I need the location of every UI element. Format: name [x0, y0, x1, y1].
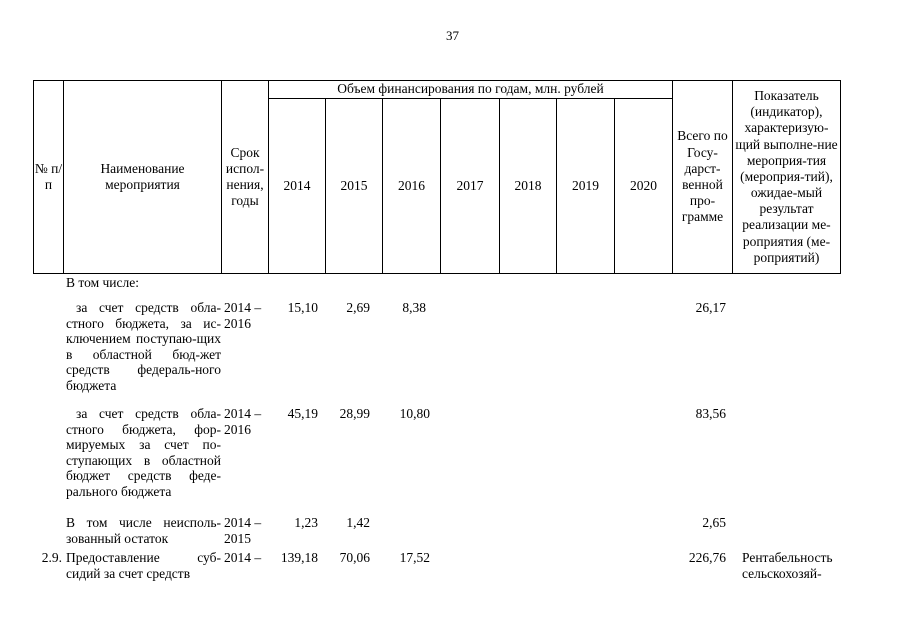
page-number: 37	[446, 28, 459, 43]
header-year: 2015	[326, 99, 383, 274]
header-year: 2016	[383, 99, 441, 274]
row-srok: 2014 – 2015	[224, 515, 262, 546]
header-year: 2018	[500, 99, 557, 274]
row-value-2014: 139,18	[280, 550, 318, 565]
header-total: Всего по Госу-дарст-венной про-грамме	[673, 81, 733, 274]
row-name: В том числе:	[66, 275, 139, 290]
row-value-2014: 1,23	[294, 515, 318, 530]
header-indicator: Показатель (индикатор), характеризую-щий выполне-ние мероприя-тия (мероприя-тий), ожидае-мый результат реализации ме-роприятия (ме-роприятий)	[733, 81, 841, 274]
row-name: В том числе неисполь-зованный остаток	[66, 515, 221, 546]
row-value-2014: 45,19	[287, 406, 318, 421]
row-total: 2,65	[702, 515, 726, 530]
row-value-2015: 28,99	[339, 406, 370, 421]
row-value-2015: 1,42	[346, 515, 370, 530]
row-total: 26,17	[695, 300, 726, 315]
header-year: 2014	[269, 99, 326, 274]
header-year: 2017	[441, 99, 500, 274]
row-name: за счет средств обла-стного бюджета, за ис-ключением поступаю-щих в областной бюд-жет средств федераль-ного бюджета	[66, 300, 221, 393]
header-name: Наименование мероприятия	[64, 81, 222, 274]
header-srok: Срок испол-нения, годы	[222, 81, 269, 274]
row-indicator: Рентабельность сельскохозяй-	[742, 550, 833, 581]
row-value-2016: 10,80	[399, 406, 430, 421]
row-value-2016: 17,52	[399, 550, 430, 565]
row-num: 2.9.	[41, 550, 62, 565]
header-num: № п/п	[34, 81, 64, 274]
row-value-2015: 2,69	[346, 300, 370, 315]
row-total: 83,56	[695, 406, 726, 421]
row-value-2014: 15,10	[287, 300, 318, 315]
header-year: 2020	[615, 99, 673, 274]
row-total: 226,76	[688, 550, 726, 565]
row-srok: 2014 – 2016	[224, 300, 262, 331]
row-srok: 2014 – 2016	[224, 406, 262, 437]
row-name: Предоставление суб-сидий за счет средств	[66, 550, 221, 581]
row-value-2015: 70,06	[339, 550, 370, 565]
header-year: 2019	[557, 99, 615, 274]
row-name: за счет средств обла-стного бюджета, фор-мируемых за счет по-ступающих в областной бюджет средств феде-рального бюджета	[66, 406, 221, 499]
table-header	[33, 80, 841, 274]
row-srok: 2014 –	[224, 550, 262, 565]
row-value-2016: 8,38	[402, 300, 426, 315]
header-volume: Объем финансирования по годам, млн. рублей	[269, 81, 673, 99]
